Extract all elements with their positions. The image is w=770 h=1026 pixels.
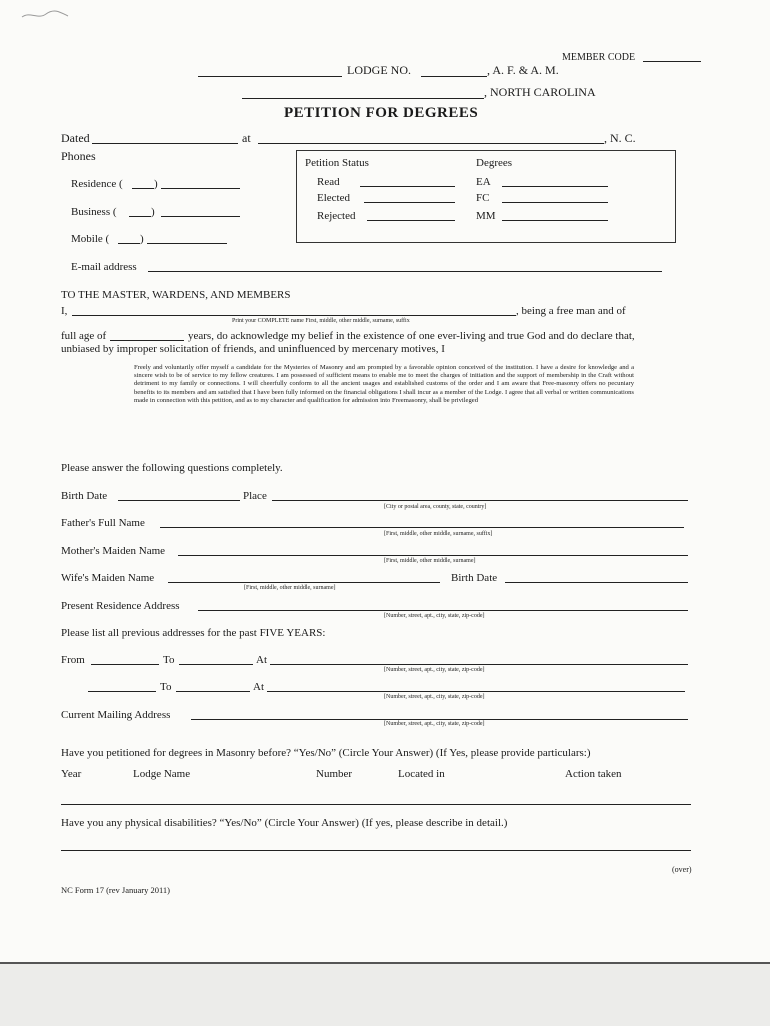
residence-address-hint: [Number, street, apt., city, state, zip-code] [384,613,485,619]
mother-name-hint: [First, middle, other middle, surname] [384,558,476,564]
mother-name-label: Mother's Maiden Name [61,545,166,557]
mobile-phone-label: Mobile ( [71,233,110,245]
business-phone-label: Business ( [71,206,117,218]
member-code-label: MEMBER CODE [562,52,636,63]
page-bottom-edge [0,962,770,1026]
mailing-address-hint: [Number, street, apt., city, state, zip-code] [384,721,485,727]
ea-label: EA [476,176,491,188]
phones-label: Phones [61,149,96,163]
fc-label: FC [476,192,490,204]
mailing-address-field[interactable] [191,719,688,720]
lodge-name-column: Lodge Name [133,768,191,780]
prev-address-1-hint: [Number, street, apt., city, state, zip-code] [384,667,485,673]
place-hint: [City or postal area, county, state, country] [384,504,487,510]
year-column: Year [61,768,82,780]
residence-address-field[interactable] [198,610,688,611]
birth-date-field[interactable] [118,500,240,501]
action-taken-column: Action taken [565,768,622,780]
prev-address-2-to-field[interactable] [176,691,250,692]
at-address-label: At [253,681,264,693]
read-field[interactable] [360,186,455,187]
read-label: Read [317,176,340,188]
form-id: NC Form 17 (rev January 2011) [61,885,170,895]
at-address-label: At [256,654,267,666]
number-column: Number [316,768,353,780]
mobile-paren-close: ) [140,233,144,245]
from-label: From [61,654,85,666]
page-title: PETITION FOR DEGREES [284,105,479,121]
wife-birth-date-field[interactable] [505,582,688,583]
questions-intro: Please answer the following questions completely. [61,462,283,474]
prev-address-1-field[interactable] [270,664,688,665]
elected-label: Elected [317,192,350,204]
prev-address-1-from-field[interactable] [91,664,159,665]
father-name-hint: [First, middle, other middle, surname, suffix] [384,531,493,537]
to-master-heading: TO THE MASTER, WARDENS, AND MEMBERS [61,289,291,301]
state-label: , NORTH CAROLINA [484,85,596,99]
mother-name-field[interactable] [178,555,688,556]
wife-birth-date-label: Birth Date [451,572,498,584]
business-phone-field[interactable] [161,216,240,217]
dated-field[interactable] [92,143,238,144]
email-field[interactable] [148,271,662,272]
at-label: at [242,131,251,145]
residence-phone-label: Residence ( [71,178,123,190]
free-man-text: , being a free man and of [516,305,626,317]
degrees-label: Degrees [476,157,513,169]
dated-label: Dated [61,131,90,145]
afam-label: , A. F. & A. M. [487,63,559,77]
residence-paren-close: ) [154,178,158,190]
age-field[interactable] [110,340,184,341]
birth-place-field[interactable] [272,500,688,501]
residence-area-code-field[interactable] [132,188,154,189]
rejected-label: Rejected [317,210,356,222]
lodge-no-field[interactable] [421,76,487,77]
prev-address-2-hint: [Number, street, apt., city, state, zip-code] [384,694,485,700]
place-label: Place [243,490,267,502]
full-name-field[interactable] [72,315,516,316]
prev-address-1-to-field[interactable] [179,664,253,665]
pen-mark [20,8,70,22]
city-field[interactable] [242,98,484,99]
petitioned-question: Have you petitioned for degrees in Masonry before? “Yes/No” (Circle Your Answer) (If Yes, please provide particulars:) [61,747,591,759]
prev-address-2-field[interactable] [267,691,685,692]
i-label: I, [61,305,68,317]
wife-name-field[interactable] [168,582,440,583]
previous-addresses-label: Please list all previous addresses for the past FIVE YEARS: [61,627,326,639]
declaration-paragraph: Freely and voluntarily offer myself a candidate for the Mysteries of Masonry and am prompted by a favorable opinion conceived of the institution. I have a desire for knowledge and a sincere wish to be of service to my fellow creatures. I am possessed of sufficient means to enable me to meet the charges of initiation and the support of membership in the Craft without detriment to my family or connections. I will cheerfully conform to all the ancient usages and established customs of the order and I am aware that Free-masonry offers no pecuniary benefits to its members and am satisfied that I have been fully informed on the financial obligations I shall incur as a member of the Lodge. I agree that all verbal or written communications made in connection with this petition, and as to my character and qualification for admission into Freemasonry, shall be privileged [134,364,634,404]
full-name-hint: Print your COMPLETE name First, middle, other middle, surname, suffix [232,318,410,324]
father-name-field[interactable] [160,527,684,528]
previous-petition-field[interactable] [61,804,691,805]
wife-name-hint: [First, middle, other middle, surname] [244,585,336,591]
prev-address-2-from-field[interactable] [88,691,156,692]
mobile-phone-field[interactable] [147,243,227,244]
lodge-no-label: LODGE NO. [347,63,411,77]
business-paren-close: ) [151,206,155,218]
elected-field[interactable] [364,202,455,203]
residence-address-label: Present Residence Address [61,600,180,612]
father-name-label: Father's Full Name [61,517,145,529]
disabilities-question: Have you any physical disabilities? “Yes/No” (Circle Your Answer) (If yes, please describe in detail.) [61,817,508,829]
located-in-column: Located in [398,768,445,780]
mailing-address-label: Current Mailing Address [61,709,171,721]
over-note: (over) [672,865,692,874]
disabilities-field[interactable] [61,850,691,851]
mm-label: MM [476,210,496,222]
nc-label: , N. C. [604,131,636,145]
mm-field[interactable] [502,220,608,221]
mobile-area-code-field[interactable] [118,243,140,244]
petition-status-label: Petition Status [305,157,369,169]
unbiased-text: unbiased by improper solicitation of friends, and uninfluenced by mercenary motives, I [61,343,445,355]
lodge-name-field[interactable] [198,76,342,77]
full-age-label: full age of [61,330,107,342]
at-place-field[interactable] [258,143,604,144]
email-label: E-mail address [71,261,137,273]
rejected-field[interactable] [367,220,455,221]
birth-date-label: Birth Date [61,490,108,502]
wife-name-label: Wife's Maiden Name [61,572,155,584]
member-code-field[interactable] [643,61,701,62]
residence-phone-field[interactable] [161,188,240,189]
fc-field[interactable] [502,202,608,203]
business-area-code-field[interactable] [129,216,151,217]
ea-field[interactable] [502,186,608,187]
to-label: To [163,654,175,666]
years-text: years, do acknowledge my belief in the existence of one ever-living and true God and do declare that, [188,330,635,342]
to-label: To [160,681,172,693]
